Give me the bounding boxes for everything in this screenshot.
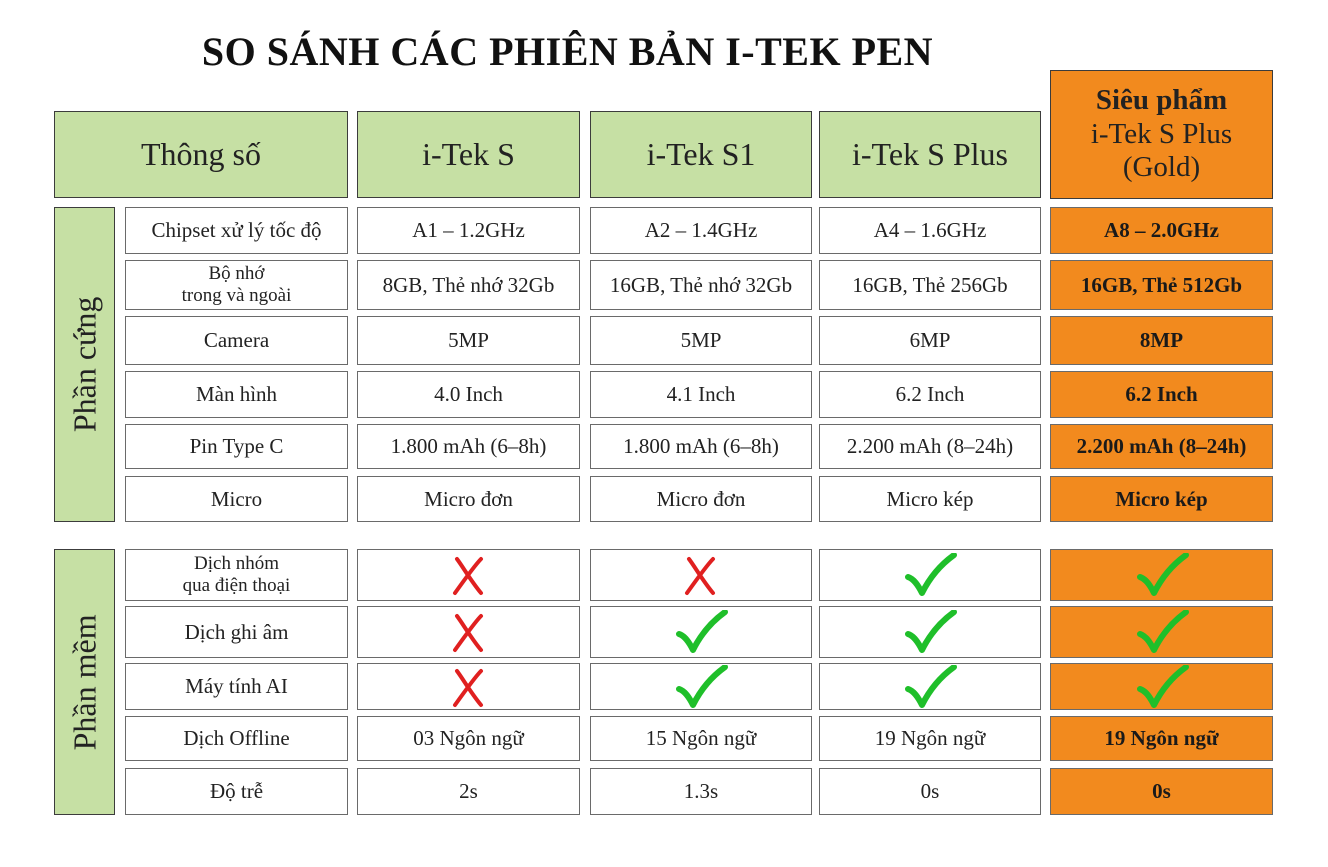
gold-header-line2: i-Tek S Plus <box>1090 117 1233 150</box>
header-itek-s-plus: i-Tek S Plus <box>819 111 1041 198</box>
check-icon <box>673 610 729 654</box>
table-cell <box>357 549 580 601</box>
row-label-group-translate-line1: Dịch nhóm <box>194 553 279 575</box>
page-title: SO SÁNH CÁC PHIÊN BẢN I-TEK PEN <box>201 29 934 74</box>
section-software-label: Phần mềm <box>66 614 103 750</box>
gold-cell: 6.2 Inch <box>1050 371 1273 418</box>
gold-cell <box>1050 663 1273 710</box>
header-spec: Thông số <box>54 111 348 198</box>
gold-cell: 19 Ngôn ngữ <box>1050 716 1273 761</box>
gold-header-line1: Siêu phẩm <box>1095 84 1228 117</box>
cross-icon <box>673 553 729 597</box>
gold-cell: 8MP <box>1050 316 1273 365</box>
header-itek-s: i-Tek S <box>357 111 580 198</box>
table-cell: A1 – 1.2GHz <box>357 207 580 254</box>
table-cell: 19 Ngôn ngữ <box>819 716 1041 761</box>
table-cell: 1.800 mAh (6–8h) <box>357 424 580 469</box>
check-icon <box>1134 665 1190 709</box>
table-cell <box>357 606 580 658</box>
table-cell: 6MP <box>819 316 1041 365</box>
row-label-group-translate-line2: qua điện thoại <box>182 575 291 596</box>
header-gold <box>1050 70 1273 199</box>
gold-cell <box>1050 606 1273 658</box>
table-cell: 6.2 Inch <box>819 371 1041 418</box>
table-cell: 16GB, Thẻ 256Gb <box>819 260 1041 310</box>
cross-icon <box>441 665 497 709</box>
row-label-ai-calculator: Máy tính AI <box>125 663 348 710</box>
row-label-memory-line2: trong và ngoài <box>181 285 292 306</box>
table-cell: A2 – 1.4GHz <box>590 207 812 254</box>
header-itek-s1: i-Tek S1 <box>590 111 812 198</box>
row-label-record-translate: Dịch ghi âm <box>125 606 348 658</box>
check-icon <box>1134 553 1190 597</box>
gold-cell: A8 – 2.0GHz <box>1050 207 1273 254</box>
table-cell: 03 Ngôn ngữ <box>357 716 580 761</box>
table-cell: 2s <box>357 768 580 815</box>
row-label-offline: Dịch Offline <box>125 716 348 761</box>
row-label-battery: Pin Type C <box>125 424 348 469</box>
table-cell: 0s <box>819 768 1041 815</box>
table-cell <box>590 549 812 601</box>
row-label-screen: Màn hình <box>125 371 348 418</box>
gold-header-line3: (Gold) <box>1122 151 1201 184</box>
table-cell: 16GB, Thẻ nhớ 32Gb <box>590 260 812 310</box>
table-cell: 4.0 Inch <box>357 371 580 418</box>
gold-cell: 16GB, Thẻ 512Gb <box>1050 260 1273 310</box>
table-cell <box>819 606 1041 658</box>
cross-icon <box>441 553 497 597</box>
table-cell: Micro đơn <box>357 476 580 522</box>
gold-cell: 0s <box>1050 768 1273 815</box>
table-cell: 5MP <box>357 316 580 365</box>
check-icon <box>673 665 729 709</box>
gold-cell: Micro kép <box>1050 476 1273 522</box>
table-cell <box>590 663 812 710</box>
table-cell: 5MP <box>590 316 812 365</box>
table-cell <box>819 663 1041 710</box>
section-software <box>54 549 115 815</box>
row-label-latency: Độ trễ <box>125 768 348 815</box>
row-label-micro: Micro <box>125 476 348 522</box>
row-label-group-translate <box>125 549 348 601</box>
table-cell: 1.3s <box>590 768 812 815</box>
gold-cell: 2.200 mAh (8–24h) <box>1050 424 1273 469</box>
gold-cell <box>1050 549 1273 601</box>
table-cell: 1.800 mAh (6–8h) <box>590 424 812 469</box>
row-label-memory-line1: Bộ nhớ <box>208 263 265 285</box>
row-label-memory <box>125 260 348 310</box>
table-cell: 15 Ngôn ngữ <box>590 716 812 761</box>
cross-icon <box>441 610 497 654</box>
row-label-chipset: Chipset xử lý tốc độ <box>125 207 348 254</box>
table-cell: Micro kép <box>819 476 1041 522</box>
table-cell <box>590 606 812 658</box>
section-hardware-label: Phần cứng <box>66 296 103 433</box>
check-icon <box>902 553 958 597</box>
table-cell: Micro đơn <box>590 476 812 522</box>
section-hardware <box>54 207 115 522</box>
table-cell: 8GB, Thẻ nhớ 32Gb <box>357 260 580 310</box>
check-icon <box>902 610 958 654</box>
table-cell: 4.1 Inch <box>590 371 812 418</box>
check-icon <box>902 665 958 709</box>
table-cell <box>357 663 580 710</box>
table-cell: 2.200 mAh (8–24h) <box>819 424 1041 469</box>
check-icon <box>1134 610 1190 654</box>
row-label-camera: Camera <box>125 316 348 365</box>
table-cell: A4 – 1.6GHz <box>819 207 1041 254</box>
table-cell <box>819 549 1041 601</box>
